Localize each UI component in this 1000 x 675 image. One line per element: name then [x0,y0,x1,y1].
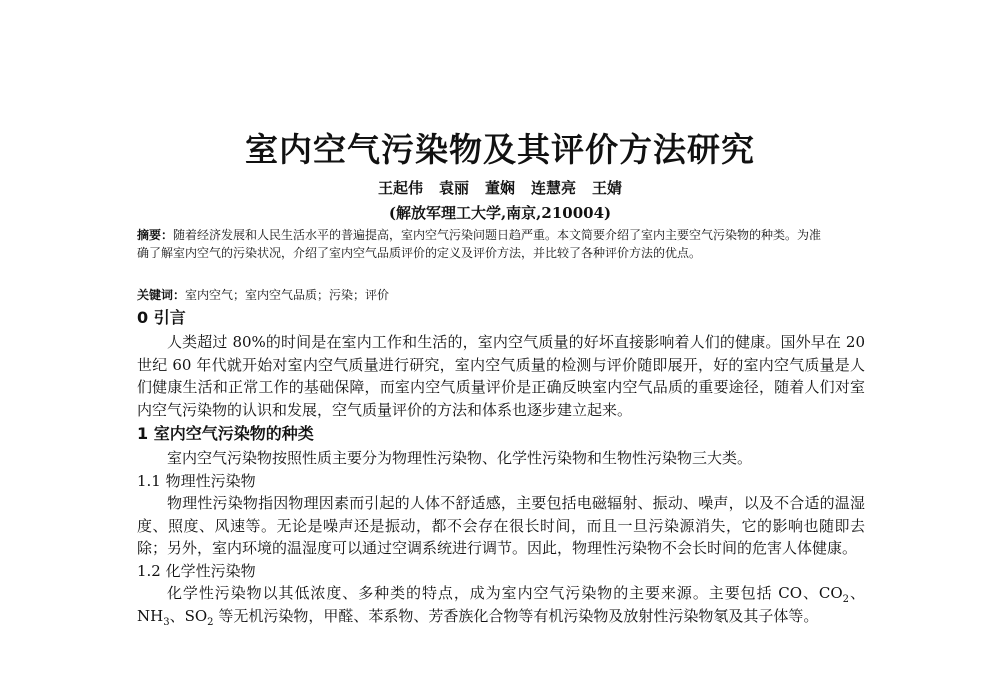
abstract [137,226,827,262]
subsection-heading: 1.2 化学性污染物 [137,561,256,580]
paragraph-text: 化学性污染物以其低浓度、多种类的特点，成为室内空气污染物的主要来源。主要包括 CO、CO [167,584,843,602]
subscript: 2 [207,616,214,628]
abstract-label: 摘要： [137,228,174,242]
keywords-text: 室内空气；室内空气品质；污染；评价 [185,288,390,302]
subscript: 2 [842,594,850,605]
subsection-heading: 1.1 物理性污染物 [137,471,256,490]
author-name: 王婧 [592,179,623,197]
section-heading: 1 室内空气污染物的种类 [137,424,314,443]
author-list [0,178,1000,198]
section-paragraph: 人类超过 80%的时间是在室内工作和生活的，室内空气质量的好坏直接影响着人们的健康。国外早在 20 世纪 60 年代就开始对室内空气质量进行研究，室内空气质量的检测与评价随即展开，好的室内空气质量是人们健康生活和正常工作的基础保障，而室内空气质量评价是正确反映室内空气品质的重要途径，随着人们对室内空气污染物的认识和发展，空气质量评价的方法和体系也逐步建立起来。 [137,333,865,419]
paper-body [137,305,865,627]
author-name: 连慧亮 [531,179,577,197]
affiliation: (解放军理工大学,南京,210004) [388,204,612,222]
subsection-paragraph [137,582,865,627]
keywords-label: 关键词： [137,288,186,302]
author-name: 袁丽 [438,179,469,197]
abstract-text: 随着经济发展和人民生活水平的普遍提高，室内空气污染问题日趋严重。本文简要介绍了室内主要空气污染物的种类。为准确了解室内空气的污染状况，介绍了室内空气品质评价的定义及评价方法，并比较了各种评价方法的优点。 [137,228,822,260]
paragraph-text: 、NH [137,584,865,625]
subsection-paragraph: 物理性污染物指因物理因素而引起的人体不舒适感，主要包括电磁辐射、振动、噪声，以及不合适的温湿度、照度、风速等。无论是噪声还是振动，都不会存在很长时间，而且一旦污染源消失，它的影响也随即去除；另外，室内环境的温湿度可以通过空调系统进行调节。因此，物理性污染物不会长时间的危害人体健康。 [137,494,865,557]
author-name: 董娴 [484,179,515,197]
paragraph-text: 等无机污染物，甲醛、苯系物、芳香族化合物等有机污染物及放射性污染物氡及其子体等。 [213,606,819,625]
paragraph-text: 、SO [169,606,208,625]
keywords [137,286,827,304]
subscript: 3 [163,616,170,628]
section-paragraph: 室内空气污染物按照性质主要分为物理性污染物、化学性污染物和生物性污染物三大类。 [167,449,753,467]
section-heading: 0 引言 [137,308,186,327]
paper-title: 室内空气污染物及其评价方法研究 [245,130,755,169]
author-name: 王起伟 [377,179,423,197]
